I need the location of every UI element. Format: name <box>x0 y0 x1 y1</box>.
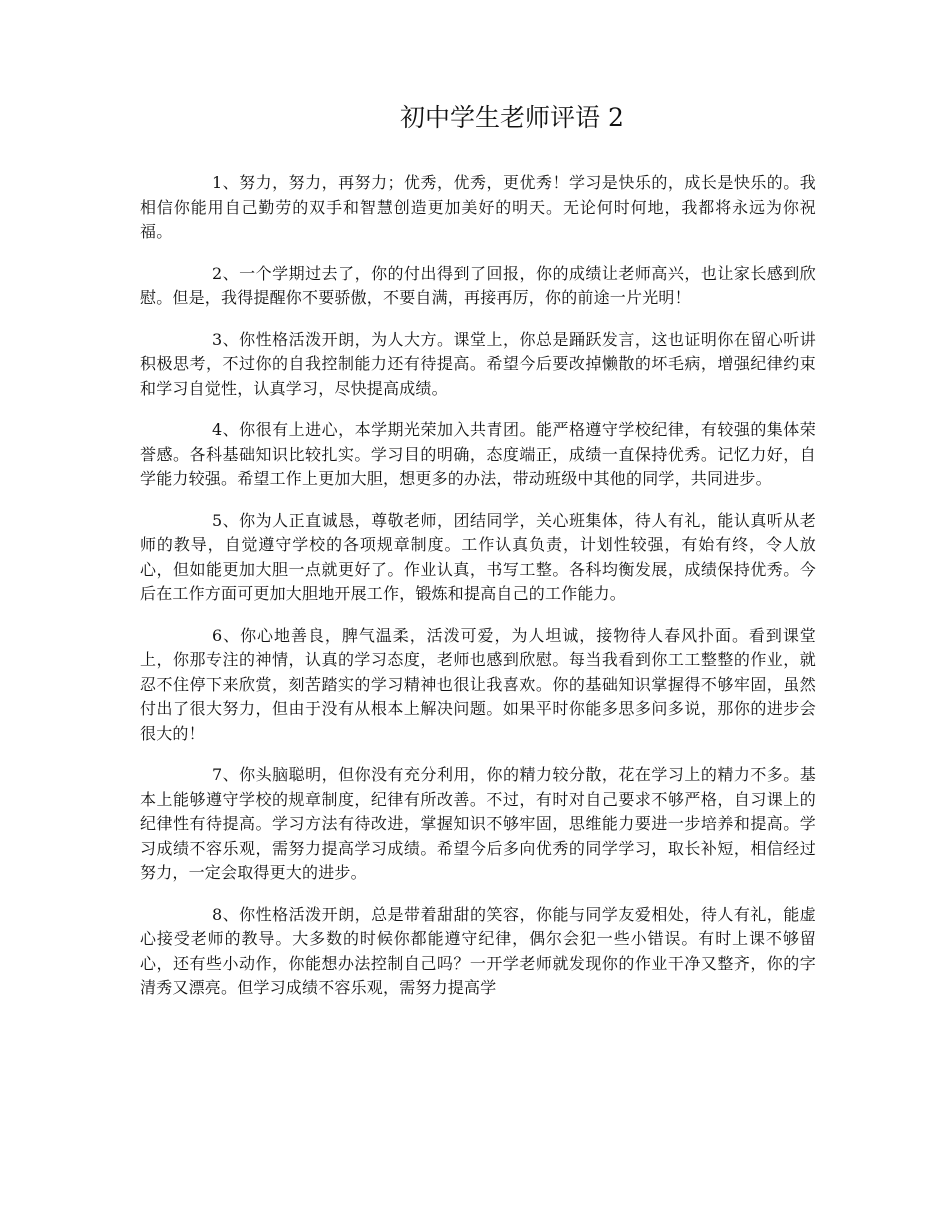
comment-paragraph-6: 6、你心地善良，脾气温柔，活泼可爱，为人坦诚，接物待人春风扑面。看到课堂上，你那专注的神情，认真的学习态度，老师也感到欣慰。每当我看到你工工整整的作业，就忍不住停下来欣赏，刻苦踏实的学习精神也很让我喜欢。你的基础知识掌握得不够牢固，虽然付出了很大努力，但由于没有从根本上解决问题。如果平时你能多思多问多说，那你的进步会很大的！ <box>140 625 816 743</box>
comment-paragraph-8: 8、你性格活泼开朗，总是带着甜甜的笑容，你能与同学友爱相处，待人有礼，能虚心接受老师的教导。大多数的时候你都能遵守纪律，偶尔会犯一些小错误。有时上课不够留心，还有些小动作，你能想办法控制自己吗？一开学老师就发现你的作业干净又整齐，你的字清秀又漂亮。但学习成绩不容乐观，需努力提高学 <box>140 904 816 997</box>
comment-paragraph-1: 1、努力，努力，再努力；优秀，优秀，更优秀！学习是快乐的，成长是快乐的。我相信你能用自己勤劳的双手和智慧创造更加美好的明天。无论何时何地，我都将永远为你祝福。 <box>140 173 816 241</box>
comment-paragraph-3: 3、你性格活泼开朗，为人大方。课堂上，你总是踊跃发言，这也证明你在留心听讲积极思考，不过你的自我控制能力还有待提高。希望今后要改掉懒散的坏毛病，增强纪律约束和学习自觉性，认真学习，尽快提高成绩。 <box>140 329 816 398</box>
comment-paragraph-5: 5、你为人正直诚恳，尊敬老师，团结同学，关心班集体，待人有礼，能认真听从老师的教导，自觉遵守学校的各项规章制度。工作认真负责，计划性较强，有始有终，令人放心，但如能更加大胆一点就更好了。作业认真，书写工整。各科均衡发展，成绩保持优秀。今后在工作方面可更加大胆地开展工作，锻炼和提高自己的工作能力。 <box>140 510 816 603</box>
document-body <box>140 171 816 1018</box>
comment-paragraph-2: 2、一个学期过去了，你的付出得到了回报，你的成绩让老师高兴，也让家长感到欣慰。但是，我得提醒你不要骄傲，不要自满，再接再厉，你的前途一片光明！ <box>140 263 816 307</box>
comment-paragraph-7: 7、你头脑聪明，但你没有充分利用，你的精力较分散，花在学习上的精力不多。基本上能够遵守学校的规章制度，纪律有所改善。不过，有时对自己要求不够严格，自习课上的纪律性有待提高。学习方法有待改进，掌握知识不够牢固，思维能力要进一步培养和提高。学习成绩不容乐观，需努力提高学习成绩。希望今后多向优秀的同学学习，取长补短，相信经过努力，一定会取得更大的进步。 <box>140 765 816 882</box>
document-title: 初中学生老师评语 2 <box>400 103 624 132</box>
comment-paragraph-4: 4、你很有上进心，本学期光荣加入共青团。能严格遵守学校纪律，有较强的集体荣誉感。各科基础知识比较扎实。学习目的明确，态度端正，成绩一直保持优秀。记忆力好，自学能力较强。希望工作上更加大胆，想更多的办法，带动班级中其他的同学，共同进步。 <box>140 420 816 488</box>
